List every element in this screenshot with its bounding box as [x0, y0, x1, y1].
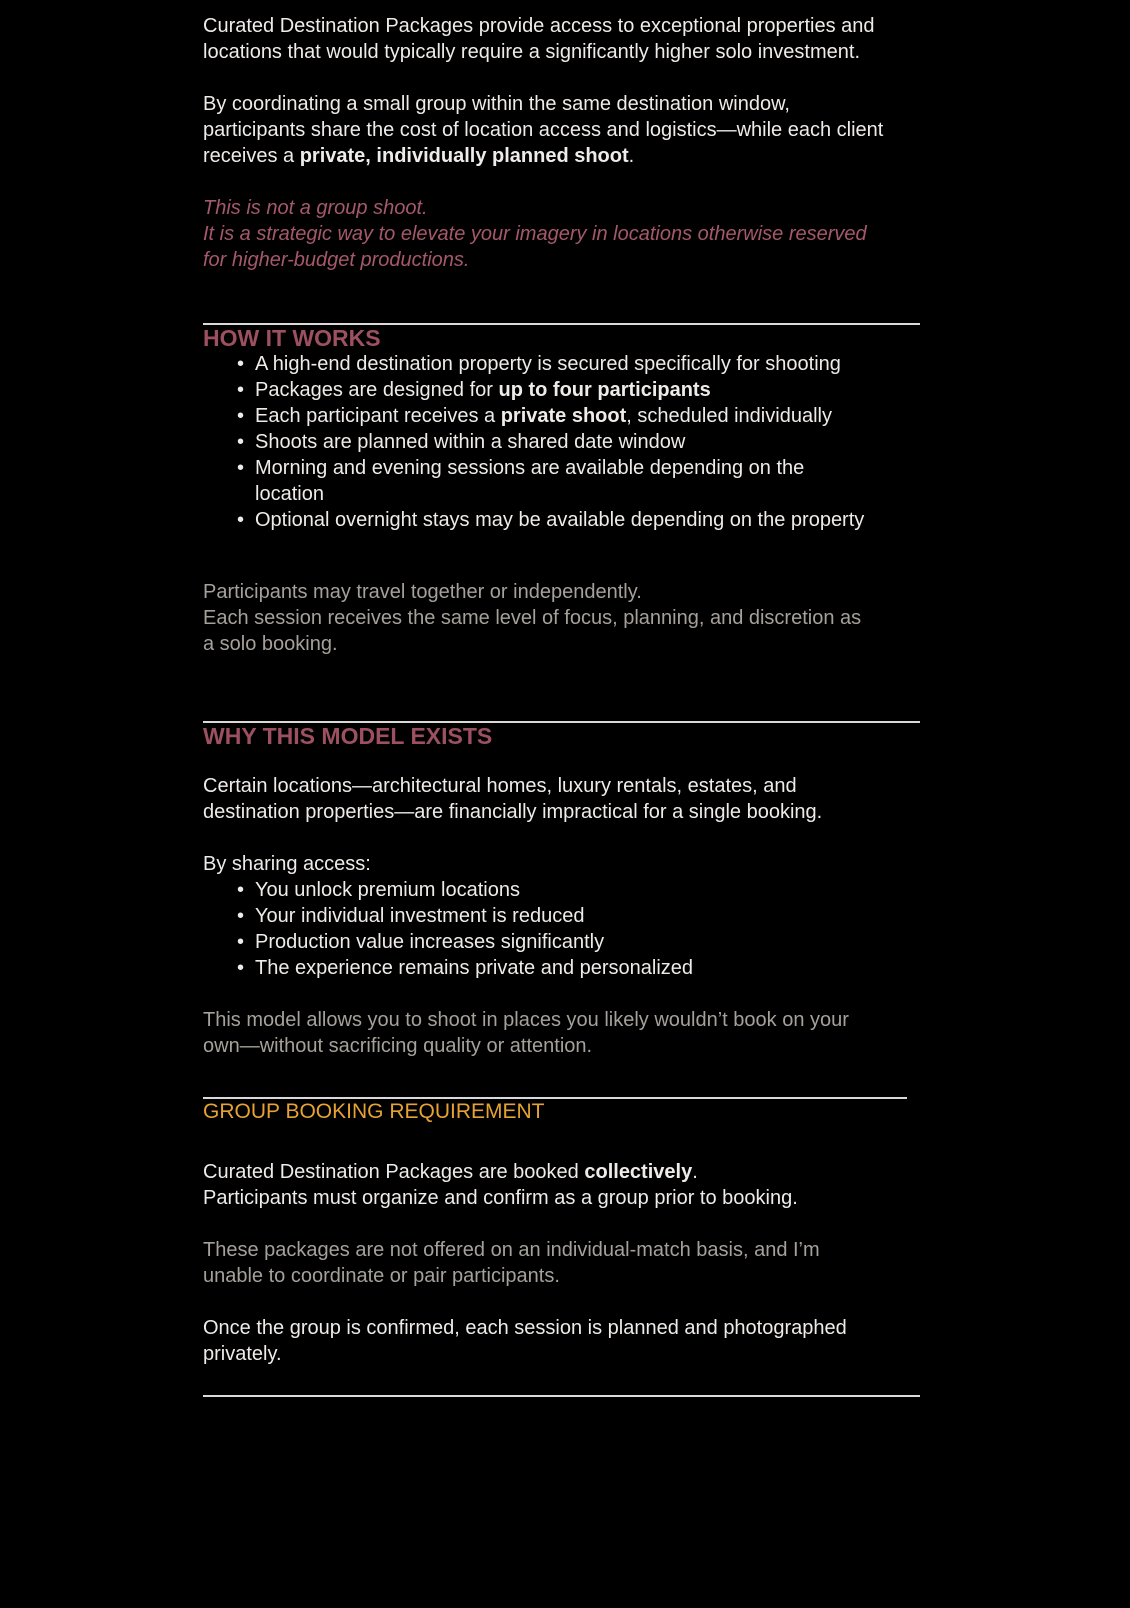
- intro-paragraph-2-period: .: [628, 145, 635, 167]
- footer-line-2: Each session receives the same level of focus, planning, and discretion as a solo booking.: [203, 607, 862, 655]
- list-item: • Shoots are planned within a shared date window: [237, 429, 893, 455]
- group-booking-paragraph-2: These packages are not offered on an individual-match basis, and I’m unable to coordinate or pair participants.: [203, 1239, 820, 1287]
- why-model-paragraph-1: Certain locations—architectural homes, luxury rentals, estates, and destination properties—are financially impractical for a single booking.: [203, 775, 823, 823]
- italic-note: [203, 195, 893, 273]
- group-booking-heading: GROUP BOOKING REQUIREMENT: [203, 1100, 545, 1123]
- list-item: • A high-end destination property is secured specifically for shooting: [237, 351, 893, 377]
- list-item: • Production value increases significantly: [237, 929, 893, 955]
- footer-line-1: Participants may travel together or independently.: [203, 581, 642, 603]
- how-it-works-footer: [203, 579, 865, 657]
- list-item: • Each participant receives a private shoot, scheduled individually: [237, 403, 893, 429]
- why-model-paragraph-2: By sharing access:: [203, 853, 371, 875]
- intro-paragraph-2-bold: private, individually planned shoot: [299, 145, 629, 167]
- why-model-list: [203, 877, 893, 981]
- how-it-works-heading: HOW IT WORKS: [203, 325, 381, 351]
- section-divider: [203, 1395, 920, 1397]
- italic-note-line-2: It is a strategic way to elevate your imagery in locations otherwise reserved for higher-budget productions.: [203, 223, 867, 271]
- how-it-works-list: [203, 351, 893, 533]
- why-model-footer: This model allows you to shoot in places you likely wouldn’t book on your own—without sacrificing quality or attention.: [203, 1009, 849, 1057]
- group-booking-paragraph-3: Once the group is confirmed, each session is planned and photographed privately.: [203, 1317, 847, 1365]
- group-booking-paragraph-1: Curated Destination Packages are booked collectively. Participants must organize and confirm as a group prior to booking.: [203, 1161, 798, 1209]
- intro-paragraph-2-text: By coordinating a small group within the same destination window, participants share the cost of location access and logistics—while each client receives a: [203, 93, 884, 167]
- list-item: • You unlock premium locations: [237, 877, 893, 903]
- intro-paragraph-1: [203, 13, 893, 65]
- intro-paragraph-2: [203, 91, 893, 169]
- list-item: • Morning and evening sessions are available depending on the location: [237, 455, 855, 507]
- intro-paragraph-1-text: Curated Destination Packages provide access to exceptional properties and locations that would typically require a significantly higher solo investment.: [203, 15, 875, 63]
- italic-note-line-1: This is not a group shoot.: [203, 197, 428, 219]
- why-model-heading: WHY THIS MODEL EXISTS: [203, 723, 493, 749]
- list-item: • Your individual investment is reduced: [237, 903, 893, 929]
- list-item: • Packages are designed for up to four participants: [237, 377, 893, 403]
- list-item: • Optional overnight stays may be available depending on the property: [237, 507, 893, 533]
- list-item: • The experience remains private and personalized: [237, 955, 893, 981]
